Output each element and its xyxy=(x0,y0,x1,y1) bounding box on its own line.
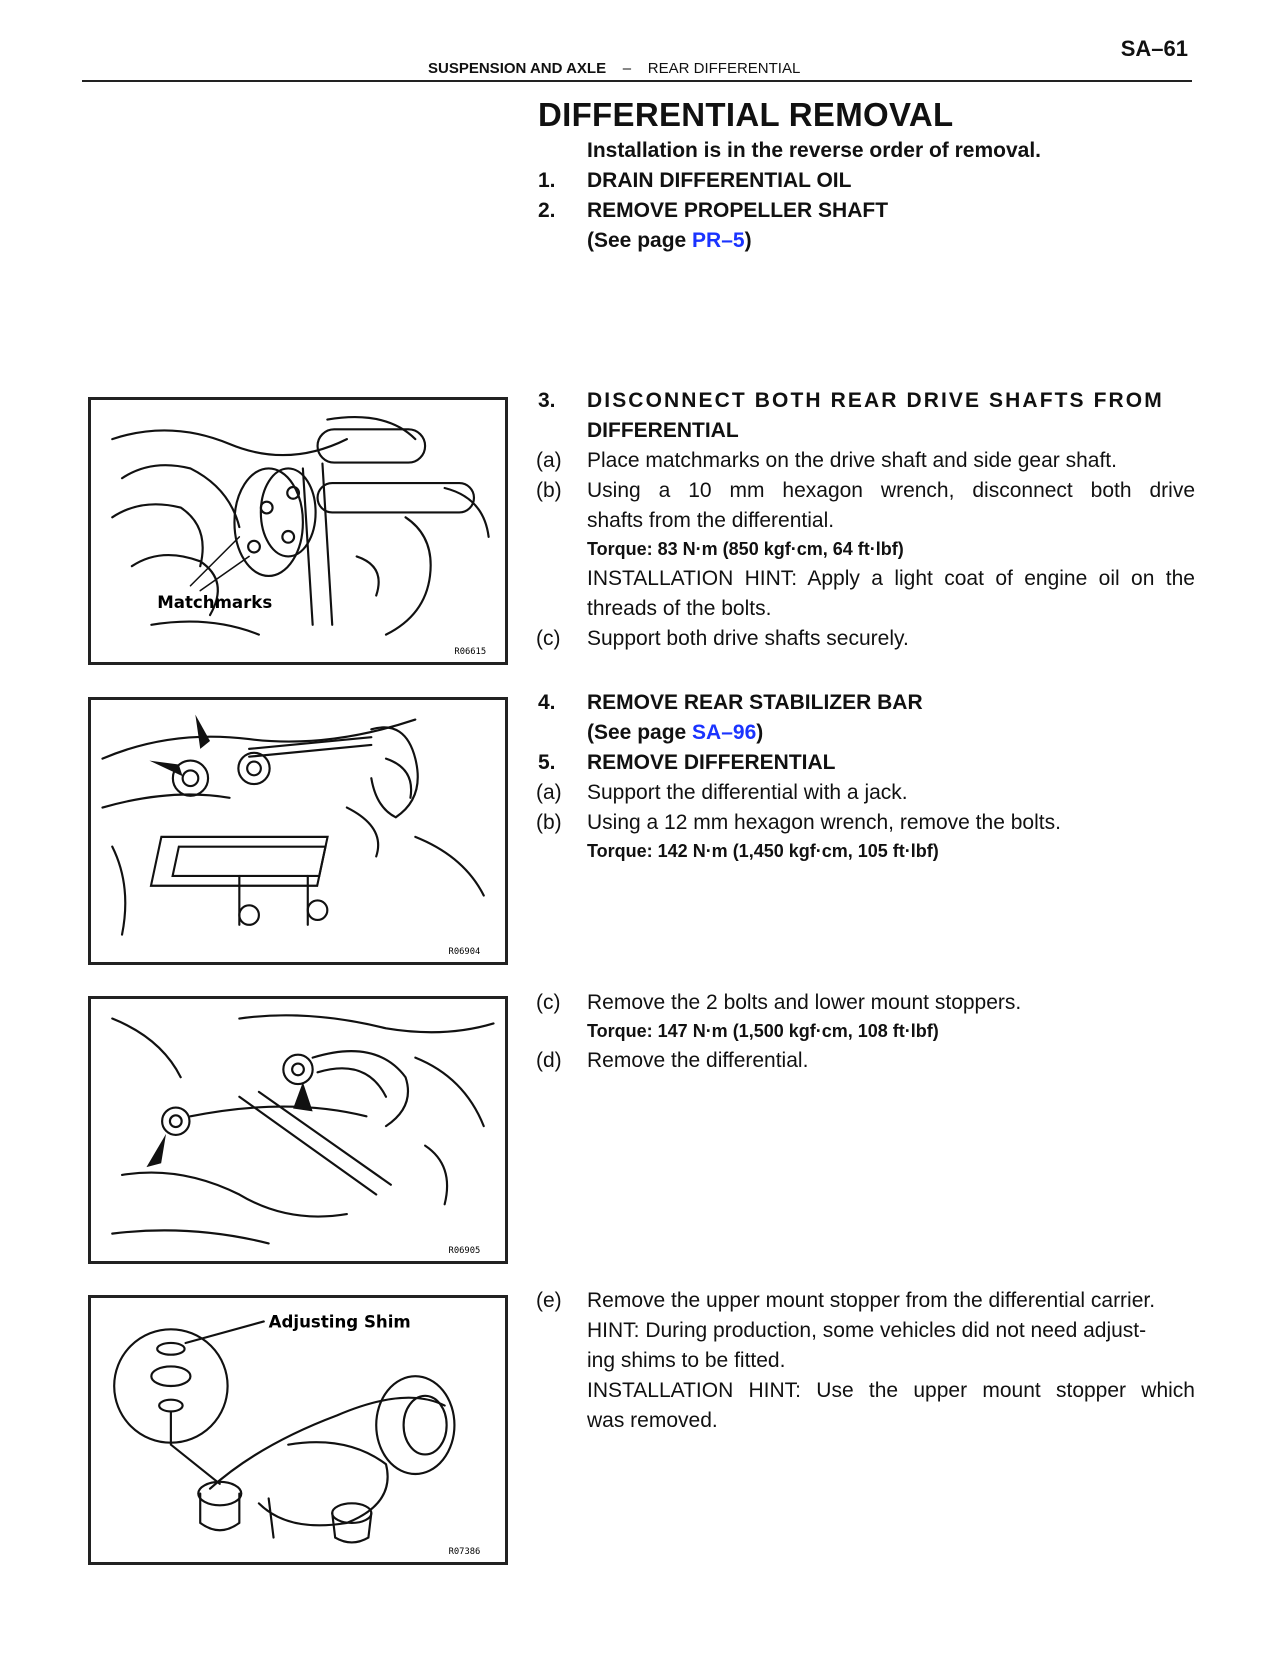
step-5b-label: (b) xyxy=(536,811,562,834)
step-2-text: REMOVE PROPELLER SHAFT xyxy=(587,199,889,222)
step-3c-text: Support both drive shafts securely. xyxy=(587,627,909,650)
step-5e-text: Remove the upper mount stopper from the differential carrier. xyxy=(587,1289,1156,1312)
step-3b-text-line1: Using a 10 mm hexagon wrench, disconnect both drive xyxy=(587,479,1195,502)
see-page-suffix: ) xyxy=(744,229,752,252)
running-header xyxy=(428,60,800,77)
figure-drive-shaft-matchmarks xyxy=(88,397,508,665)
step-3-hint-line2: threads of the bolts. xyxy=(587,597,772,620)
figure-4-code: R07386 xyxy=(448,1547,481,1558)
differential-carrier-illustration xyxy=(91,1298,505,1562)
step-5c-label: (c) xyxy=(536,991,561,1014)
step-3-title-line2: DIFFERENTIAL xyxy=(587,419,739,442)
adjusting-shim-callout: Adjusting Shim xyxy=(268,1312,411,1332)
step-3-torque: Torque: 83 N·m (850 kgf·cm, 64 ft·lbf) xyxy=(587,539,904,559)
figure-2-code: R06904 xyxy=(448,947,481,958)
step-5e-inst-line2: was removed. xyxy=(587,1409,718,1432)
step-5e-inst-line1: INSTALLATION HINT: Use the upper mount stopper which xyxy=(587,1379,1195,1402)
arrow-icon xyxy=(149,761,182,777)
arrow-icon xyxy=(146,1134,166,1167)
step-3b-text-line2: shafts from the differential. xyxy=(587,509,835,532)
step-5c-text: Remove the 2 bolts and lower mount stoppers. xyxy=(587,991,1022,1014)
header-subsection: REAR DIFFERENTIAL xyxy=(647,60,801,77)
step-4-number: 4. xyxy=(538,691,556,714)
see-page-suffix: ) xyxy=(756,721,764,744)
page-title: DIFFERENTIAL REMOVAL xyxy=(538,96,954,133)
matchmarks-callout: Matchmarks xyxy=(157,593,273,613)
step-5d-label: (d) xyxy=(536,1049,562,1072)
figure-adjusting-shim xyxy=(88,1295,508,1565)
step-3-hint-line1: INSTALLATION HINT: Apply a light coat of engine oil on the xyxy=(587,567,1195,590)
intro-text: Installation is in the reverse order of removal. xyxy=(587,139,1041,162)
step-5a-label: (a) xyxy=(536,781,562,804)
step-2-see-page xyxy=(587,226,752,256)
step-2-number: 2. xyxy=(538,199,556,222)
step-5a-text: Support the differential with a jack. xyxy=(587,781,908,804)
figure-rear-bolts-wrench xyxy=(88,697,508,965)
step-5b-torque: Torque: 142 N·m (1,450 kgf·cm, 105 ft·lbf) xyxy=(587,841,939,861)
figure-lower-mount-stoppers xyxy=(88,996,508,1264)
step-1-number: 1. xyxy=(538,169,556,192)
link-pr-5[interactable]: PR–5 xyxy=(692,229,745,252)
step-3a-label: (a) xyxy=(536,449,562,472)
see-page-prefix: (See page xyxy=(587,721,693,744)
drive-shaft-illustration xyxy=(91,400,505,662)
link-sa-96[interactable]: SA–96 xyxy=(692,721,757,744)
see-page-prefix: (See page xyxy=(587,229,693,252)
step-3b-label: (b) xyxy=(536,479,562,502)
arrow-icon xyxy=(293,1082,313,1111)
page-number: SA–61 xyxy=(1120,36,1188,61)
step-5-text: REMOVE DIFFERENTIAL xyxy=(587,751,836,774)
step-5e-hint-line1: HINT: During production, some vehicles did not need adjust- xyxy=(587,1319,1147,1342)
step-3-number: 3. xyxy=(538,389,556,412)
header-section: SUSPENSION AND AXLE xyxy=(428,60,607,77)
step-4-text: REMOVE REAR STABILIZER BAR xyxy=(587,691,923,714)
differential-jack-illustration xyxy=(91,700,505,962)
lower-mount-illustration xyxy=(91,999,505,1261)
step-5c-torque: Torque: 147 N·m (1,500 kgf·cm, 108 ft·lbf) xyxy=(587,1021,939,1041)
step-3-title-line1: DISCONNECT BOTH REAR DRIVE SHAFTS FROM xyxy=(587,389,1164,412)
step-3c-label: (c) xyxy=(536,627,561,650)
figure-3-code: R06905 xyxy=(448,1246,481,1257)
step-5b-text: Using a 12 mm hexagon wrench, remove the bolts. xyxy=(587,811,1061,834)
step-5d-text: Remove the differential. xyxy=(587,1049,809,1072)
header-separator: – xyxy=(622,60,632,77)
step-4-see-page xyxy=(587,718,763,748)
step-5-number: 5. xyxy=(538,751,556,774)
step-1-text: DRAIN DIFFERENTIAL OIL xyxy=(587,169,852,192)
arrow-icon xyxy=(195,715,210,749)
step-3a-text: Place matchmarks on the drive shaft and side gear shaft. xyxy=(587,449,1117,472)
step-5e-hint-line2: ing shims to be fitted. xyxy=(587,1349,786,1372)
figure-1-code: R06615 xyxy=(454,647,487,658)
step-5e-label: (e) xyxy=(536,1289,562,1312)
header-rule xyxy=(82,80,1192,82)
